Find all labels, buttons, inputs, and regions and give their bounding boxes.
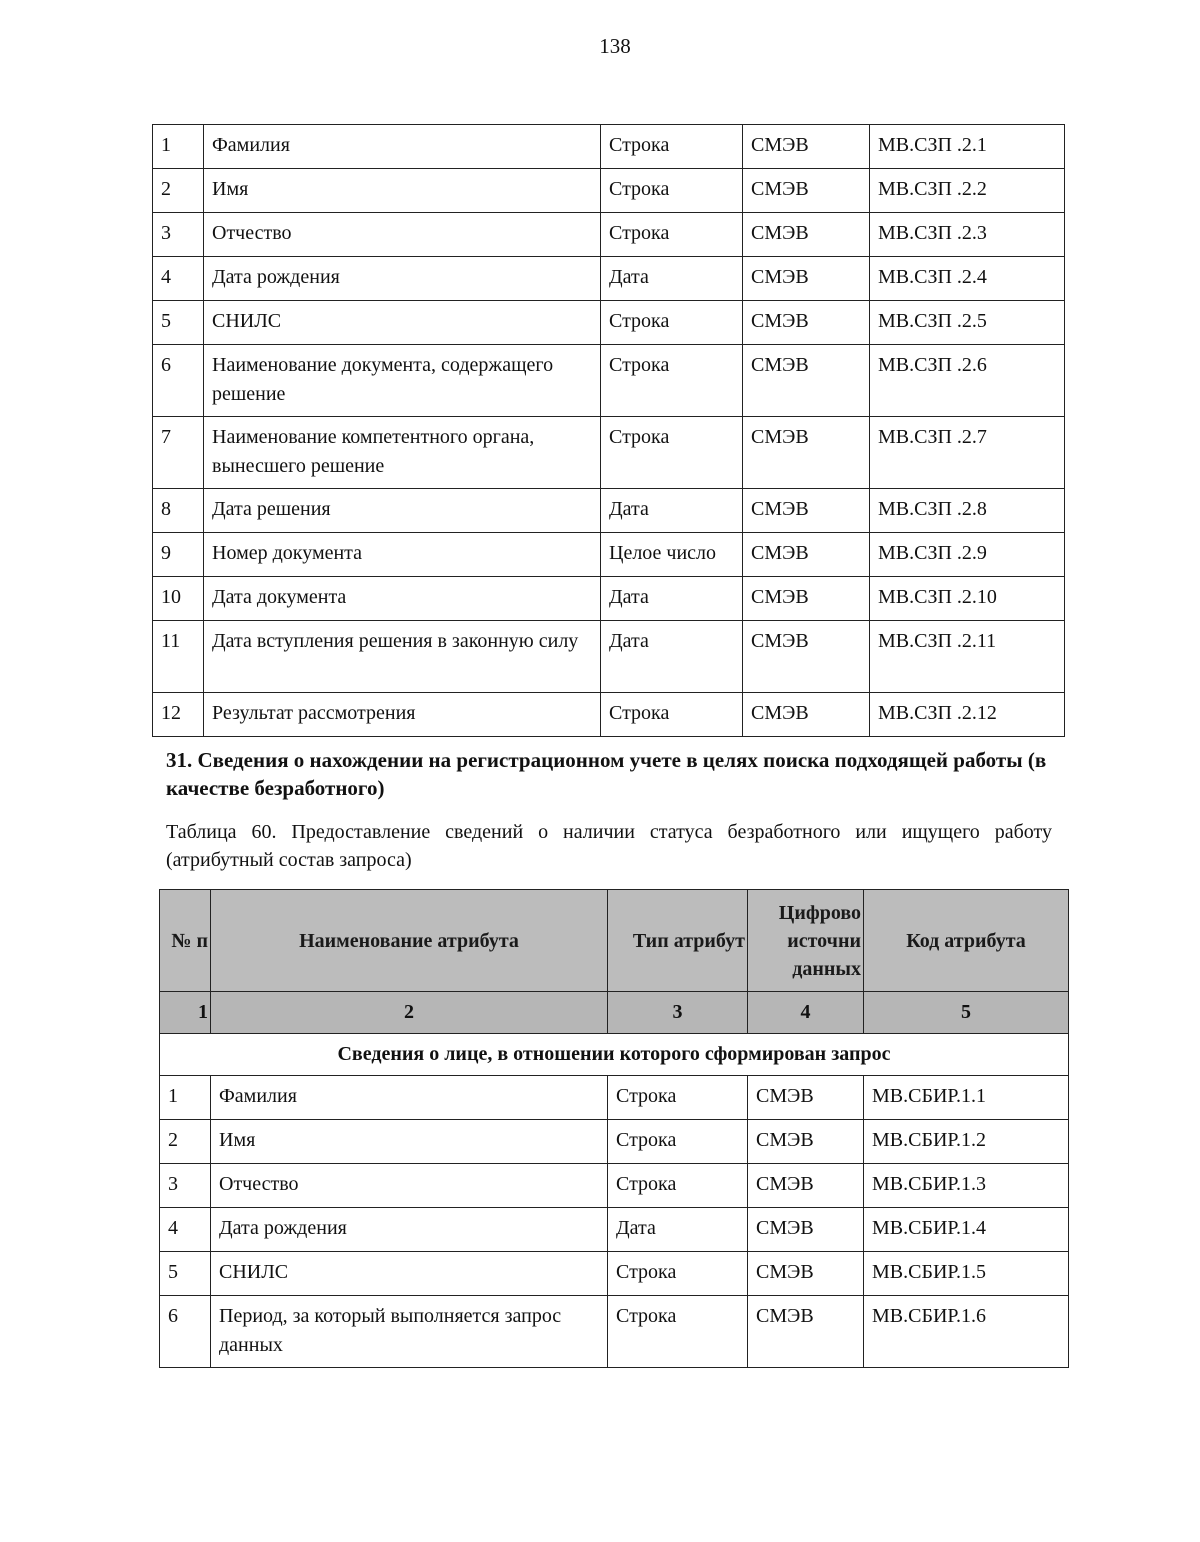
table-row: [160, 1076, 1069, 1120]
cell-name: Номер документа: [204, 533, 601, 577]
cell-name: Период, за который выполняется запрос данных: [211, 1296, 608, 1368]
page-number: 138: [599, 34, 631, 58]
table-row: [160, 1252, 1069, 1296]
cell-code: МВ.СБИР.1.4: [864, 1208, 1069, 1252]
cell-n: 10: [153, 577, 204, 621]
cell-n: 2: [160, 1120, 211, 1164]
cell-name: Отчество: [211, 1164, 608, 1208]
cell-code: МВ.СБИР.1.1: [864, 1076, 1069, 1120]
cell-type: Строка: [601, 169, 743, 213]
cell-name: Дата рождения: [211, 1208, 608, 1252]
cell-name: Фамилия: [211, 1076, 608, 1120]
section-heading: 31. Сведения о нахождении на регистрационном учете в целях поиска подходящей работы (в качестве безработного): [166, 748, 1047, 800]
cell-type: Дата: [601, 577, 743, 621]
cell-name: Наименование компетентного органа, вынесшего решение: [204, 417, 601, 489]
table-row: [153, 301, 1065, 345]
cell-type: Строка: [601, 213, 743, 257]
cell-type: Строка: [601, 345, 743, 417]
cell-name: Наименование документа, содержащего решение: [204, 345, 601, 417]
table-row: [153, 417, 1065, 489]
cell-code: МВ.СЗП .2.10: [870, 577, 1065, 621]
cell-n: 11: [153, 621, 204, 693]
table-row: [153, 577, 1065, 621]
cell-code: МВ.СЗП .2.4: [870, 257, 1065, 301]
cell-n: 8: [153, 489, 204, 533]
cell-code: МВ.СЗП .2.3: [870, 213, 1065, 257]
column-number-row: [160, 992, 1069, 1034]
cell-type: Строка: [601, 125, 743, 169]
cell-code: МВ.СЗП .2.8: [870, 489, 1065, 533]
table-row: [153, 533, 1065, 577]
cell-source: СМЭВ: [743, 125, 870, 169]
column-number: 2: [211, 992, 608, 1034]
cell-n: 1: [160, 1076, 211, 1120]
cell-source: СМЭВ: [748, 1208, 864, 1252]
cell-type: Дата: [601, 489, 743, 533]
table-row: [153, 257, 1065, 301]
table-row: [153, 693, 1065, 737]
header-source-line-1: Цифрово: [778, 901, 861, 924]
cell-source: СМЭВ: [748, 1296, 864, 1368]
header-source-line-2: источни: [787, 929, 861, 952]
cell-code: МВ.СЗП .2.7: [870, 417, 1065, 489]
cell-type: Целое число: [601, 533, 743, 577]
cell-name: Имя: [204, 169, 601, 213]
cell-source: СМЭВ: [743, 169, 870, 213]
table-row: [160, 1120, 1069, 1164]
header-name: Наименование атрибута: [211, 890, 608, 992]
cell-source: СМЭВ: [743, 621, 870, 693]
cell-source: СМЭВ: [743, 693, 870, 737]
cell-n: 1: [153, 125, 204, 169]
cell-n: 12: [153, 693, 204, 737]
cell-name: СНИЛС: [211, 1252, 608, 1296]
header-number: № п: [160, 890, 211, 992]
header-source: [748, 890, 864, 992]
cell-n: 6: [160, 1296, 211, 1368]
cell-code: МВ.СЗП .2.9: [870, 533, 1065, 577]
cell-type: Строка: [608, 1076, 748, 1120]
cell-type: Строка: [608, 1164, 748, 1208]
table-header-row: [160, 890, 1069, 992]
cell-name: Имя: [211, 1120, 608, 1164]
cell-name: Дата рождения: [204, 257, 601, 301]
table-row: [153, 489, 1065, 533]
cell-name: Отчество: [204, 213, 601, 257]
column-number: 5: [864, 992, 1069, 1034]
cell-code: МВ.СБИР.1.6: [864, 1296, 1069, 1368]
cell-name: СНИЛС: [204, 301, 601, 345]
header-source-line-3: данных: [792, 957, 861, 980]
cell-source: СМЭВ: [748, 1120, 864, 1164]
attribute-table-60: [159, 889, 1069, 1368]
group-row: [160, 1034, 1069, 1076]
cell-n: 5: [153, 301, 204, 345]
cell-name: Дата решения: [204, 489, 601, 533]
table-row: [153, 621, 1065, 693]
table-row: [160, 1164, 1069, 1208]
cell-n: 3: [153, 213, 204, 257]
cell-source: СМЭВ: [743, 301, 870, 345]
cell-type: Строка: [608, 1120, 748, 1164]
table-row: [153, 125, 1065, 169]
cell-n: 4: [153, 257, 204, 301]
cell-type: Дата: [608, 1208, 748, 1252]
cell-name: Результат рассмотрения: [204, 693, 601, 737]
cell-type: Строка: [608, 1296, 748, 1368]
cell-code: МВ.СЗП .2.2: [870, 169, 1065, 213]
cell-code: МВ.СЗП .2.11: [870, 621, 1065, 693]
cell-source: СМЭВ: [748, 1164, 864, 1208]
cell-type: Строка: [601, 417, 743, 489]
table-row: [153, 345, 1065, 417]
cell-n: 5: [160, 1252, 211, 1296]
cell-type: Строка: [601, 301, 743, 345]
cell-code: МВ.СЗП .2.1: [870, 125, 1065, 169]
cell-name: Дата вступления решения в законную силу: [204, 621, 601, 693]
table-row: [160, 1208, 1069, 1252]
column-number: 4: [748, 992, 864, 1034]
cell-n: 4: [160, 1208, 211, 1252]
cell-n: 6: [153, 345, 204, 417]
cell-source: СМЭВ: [748, 1076, 864, 1120]
table-caption-continued: (атрибутный состав запроса): [166, 849, 412, 871]
cell-source: СМЭВ: [743, 257, 870, 301]
cell-code: МВ.СБИР.1.2: [864, 1120, 1069, 1164]
group-title: Сведения о лице, в отношении которого сформирован запрос: [160, 1034, 1069, 1076]
cell-source: СМЭВ: [743, 533, 870, 577]
column-number: 3: [608, 992, 748, 1034]
cell-code: МВ.СБИР.1.3: [864, 1164, 1069, 1208]
cell-type: Дата: [601, 257, 743, 301]
table-row: [153, 169, 1065, 213]
cell-source: СМЭВ: [748, 1252, 864, 1296]
header-type: Тип атрибут: [608, 890, 748, 992]
cell-code: МВ.СЗП .2.6: [870, 345, 1065, 417]
cell-type: Строка: [601, 693, 743, 737]
cell-code: МВ.СЗП .2.5: [870, 301, 1065, 345]
header-code: Код атрибута: [864, 890, 1069, 992]
cell-code: МВ.СЗП .2.12: [870, 693, 1065, 737]
cell-source: СМЭВ: [743, 345, 870, 417]
cell-source: СМЭВ: [743, 417, 870, 489]
cell-code: МВ.СБИР.1.5: [864, 1252, 1069, 1296]
table-row: [160, 1296, 1069, 1368]
cell-name: Фамилия: [204, 125, 601, 169]
cell-source: СМЭВ: [743, 489, 870, 533]
cell-source: СМЭВ: [743, 213, 870, 257]
cell-n: 7: [153, 417, 204, 489]
cell-type: Строка: [608, 1252, 748, 1296]
cell-n: 3: [160, 1164, 211, 1208]
cell-type: Дата: [601, 621, 743, 693]
column-number: 1: [160, 992, 211, 1034]
attribute-table-continued: [152, 124, 1065, 737]
cell-n: 2: [153, 169, 204, 213]
table-row: [153, 213, 1065, 257]
cell-name: Дата документа: [204, 577, 601, 621]
table-caption: Таблица 60. Предоставление сведений о наличии статуса безработного или ищущего работу: [166, 821, 1052, 843]
cell-n: 9: [153, 533, 204, 577]
cell-source: СМЭВ: [743, 577, 870, 621]
